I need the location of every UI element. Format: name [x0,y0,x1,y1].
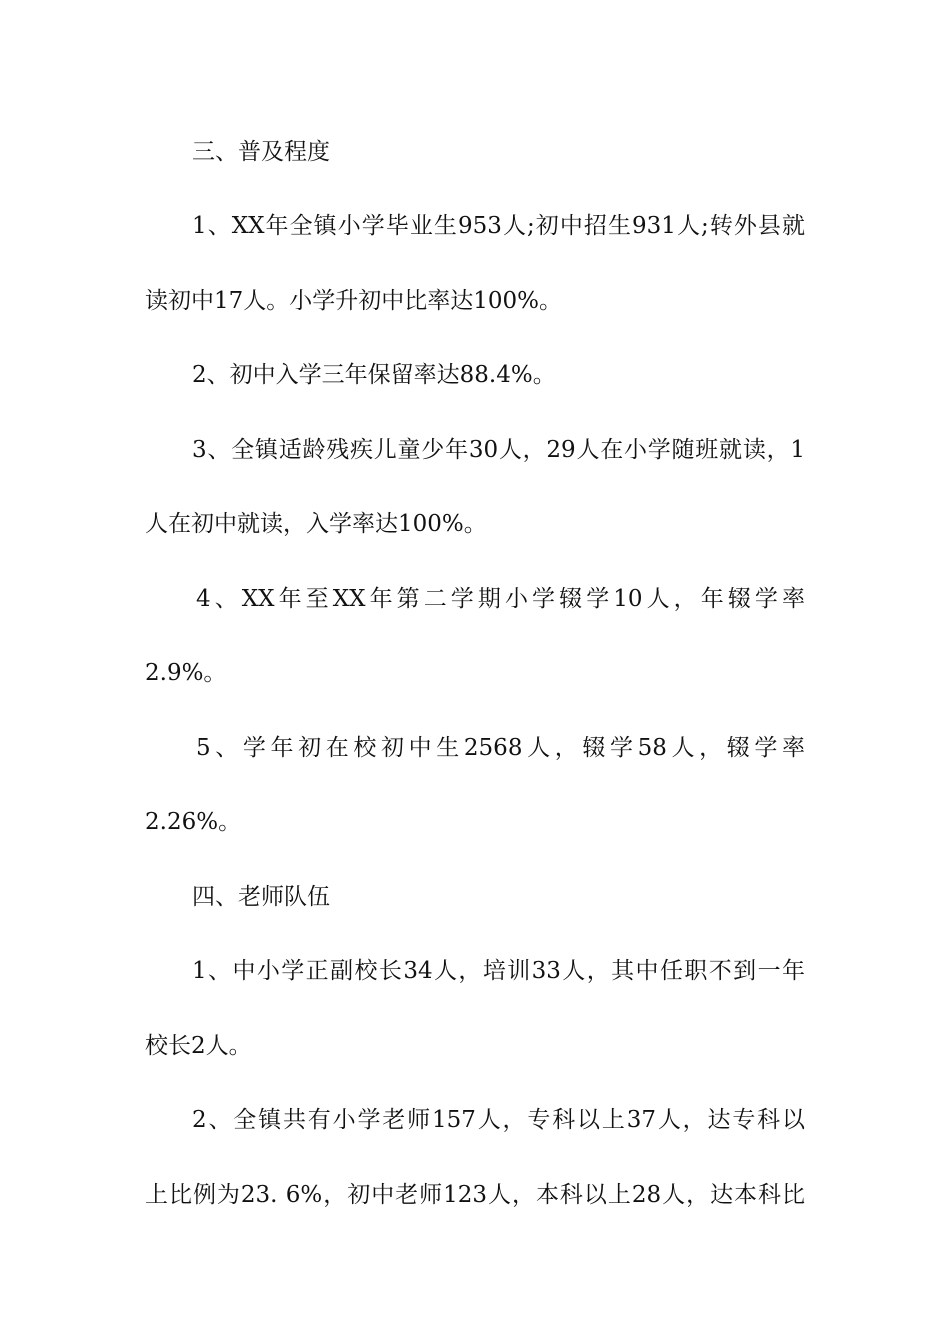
paragraph-line: 读初中17人。小学升初中比率达100%。 [145,288,563,314]
paragraph-line: 2.26%。 [145,809,242,835]
section-heading-teachers: 四、老师队伍 [192,884,330,910]
paragraph-line: 5、学年初在校初中生2568人，辍学58人，辍学率 [196,735,805,761]
paragraph-line: 2、初中入学三年保留率达88.4%。 [192,362,556,388]
paragraph-line: 4、XX年至XX年第二学期小学辍学10人，年辍学率 [196,586,805,612]
paragraph-line: 上比例为23. 6%，初中老师123人，本科以上28人，达本科比 [145,1182,805,1208]
paragraph-line: 1、XX年全镇小学毕业生953人;初中招生931人;转外县就 [192,213,805,239]
section-heading-popularization: 三、普及程度 [192,139,330,165]
paragraph-line: 1、中小学正副校长34人，培训33人，其中任职不到一年 [192,958,805,984]
paragraph-line: 校长2人。 [145,1033,252,1059]
paragraph-line: 2、全镇共有小学老师157人，专科以上37人，达专科以 [192,1107,805,1133]
paragraph-line: 3、全镇适龄残疾儿童少年30人，29人在小学随班就读，1 [192,437,805,463]
paragraph-line: 2.9%。 [145,660,227,686]
paragraph-line: 人在初中就读，入学率达100%。 [145,511,487,537]
